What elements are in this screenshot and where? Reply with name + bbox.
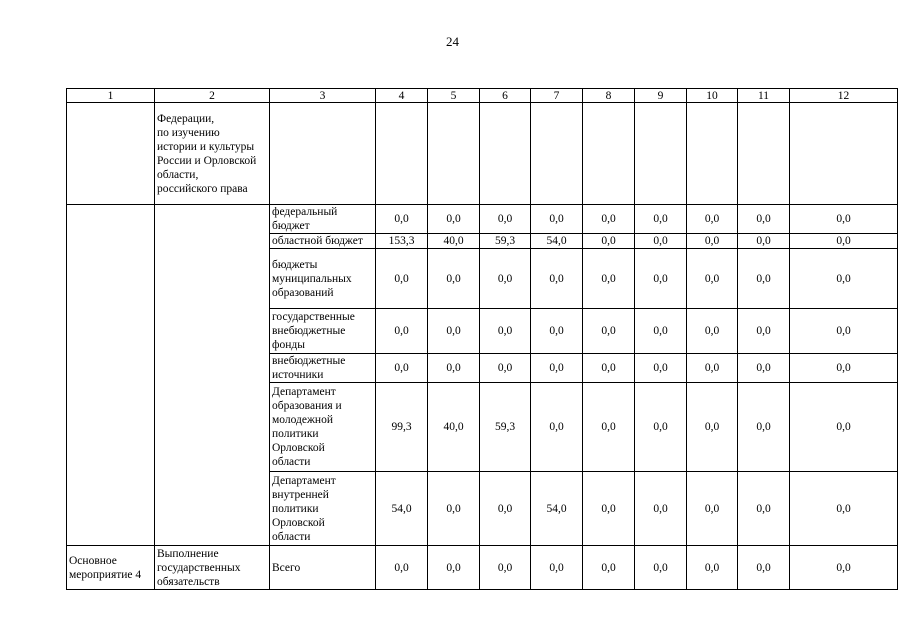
budget-table xyxy=(66,88,898,590)
value-cell: 0,0 xyxy=(635,249,687,309)
text-line: внутренней xyxy=(272,488,329,501)
value-cell: 0,0 xyxy=(428,205,480,234)
value-cell: 0,0 xyxy=(635,383,687,472)
value-cell: 0,0 xyxy=(738,249,790,309)
empty-cell xyxy=(376,103,428,205)
value-cell: 0,0 xyxy=(583,472,635,546)
column-header-2: 2 xyxy=(155,89,270,103)
column-header-11: 11 xyxy=(738,89,790,103)
continuation-row xyxy=(67,103,898,205)
value-cell: 0,0 xyxy=(687,354,738,383)
header-row xyxy=(67,89,898,103)
value-cell: 0,0 xyxy=(790,546,898,590)
value-cell: 99,3 xyxy=(376,383,428,472)
text-line: федеральный xyxy=(272,206,338,218)
funding-source xyxy=(270,234,376,249)
value-cell: 0,0 xyxy=(687,309,738,354)
text-line: источники xyxy=(272,369,324,381)
value-cell: 0,0 xyxy=(376,205,428,234)
value-cell: 0,0 xyxy=(583,309,635,354)
value-cell: 0,0 xyxy=(583,383,635,472)
text-line: внебюджетные xyxy=(272,325,346,337)
value-cell: 0,0 xyxy=(687,472,738,546)
value-cell: 0,0 xyxy=(738,383,790,472)
text-line: Основное xyxy=(69,554,117,567)
value-cell: 0,0 xyxy=(583,249,635,309)
text-line: истории и культуры xyxy=(157,140,255,153)
empty-cell xyxy=(635,103,687,205)
value-cell: 0,0 xyxy=(635,205,687,234)
value-cell: 0,0 xyxy=(790,309,898,354)
funding-source xyxy=(270,354,376,383)
value-cell: 0,0 xyxy=(635,354,687,383)
text-line: мероприятие 4 xyxy=(69,568,142,581)
value-cell: 59,3 xyxy=(480,383,531,472)
text-line: России и Орловской xyxy=(157,154,257,167)
value-cell: 0,0 xyxy=(531,383,583,472)
main-event-label xyxy=(67,546,155,590)
empty-cell xyxy=(480,103,531,205)
value-cell: 0,0 xyxy=(687,383,738,472)
value-cell: 0,0 xyxy=(428,472,480,546)
value-cell: 0,0 xyxy=(480,546,531,590)
value-cell: 0,0 xyxy=(635,234,687,249)
empty-cell xyxy=(790,103,898,205)
empty-cell xyxy=(583,103,635,205)
value-cell: 0,0 xyxy=(635,546,687,590)
empty-cell xyxy=(687,103,738,205)
value-cell: 0,0 xyxy=(738,205,790,234)
text-line: обязательств xyxy=(157,575,220,588)
text-line: фонды xyxy=(272,339,305,351)
value-cell: 0,0 xyxy=(583,546,635,590)
column-header-3: 3 xyxy=(270,89,376,103)
value-cell: 0,0 xyxy=(480,354,531,383)
empty-cell xyxy=(67,205,155,546)
column-header-4: 4 xyxy=(376,89,428,103)
value-cell: 0,0 xyxy=(480,309,531,354)
empty-cell xyxy=(155,205,270,546)
value-cell: 0,0 xyxy=(480,205,531,234)
value-cell: 54,0 xyxy=(376,472,428,546)
text-line: Орловской xyxy=(272,516,325,529)
value-cell: 0,0 xyxy=(687,234,738,249)
value-cell: 0,0 xyxy=(531,205,583,234)
text-line: Выполнение xyxy=(157,547,219,560)
value-cell: 0,0 xyxy=(738,354,790,383)
column-header-8: 8 xyxy=(583,89,635,103)
value-cell: 0,0 xyxy=(635,472,687,546)
text-line: муниципальных xyxy=(272,272,352,285)
value-cell: 0,0 xyxy=(687,546,738,590)
empty-cell xyxy=(738,103,790,205)
event-description-continued xyxy=(155,103,270,205)
text-line: молодежной xyxy=(272,414,333,426)
column-header-7: 7 xyxy=(531,89,583,103)
empty-cell xyxy=(531,103,583,205)
funding-source xyxy=(270,383,376,472)
value-cell: 153,3 xyxy=(376,234,428,249)
value-cell: 0,0 xyxy=(376,309,428,354)
value-cell: 0,0 xyxy=(376,546,428,590)
value-cell: 54,0 xyxy=(531,472,583,546)
value-cell: 0,0 xyxy=(790,249,898,309)
text-line: области xyxy=(272,530,311,543)
text-line: политики xyxy=(272,428,319,440)
text-line: Департамент xyxy=(272,386,336,398)
text-line: внебюджетные xyxy=(272,355,346,367)
column-header-1: 1 xyxy=(67,89,155,103)
value-cell: 0,0 xyxy=(687,249,738,309)
main-event-row xyxy=(67,546,898,590)
text-line: Орловской xyxy=(272,442,325,454)
empty-cell xyxy=(67,103,155,205)
value-cell: 0,0 xyxy=(790,383,898,472)
value-cell: 0,0 xyxy=(428,249,480,309)
value-cell: 0,0 xyxy=(376,249,428,309)
value-cell: 0,0 xyxy=(687,205,738,234)
page-number: 24 xyxy=(446,34,459,49)
value-cell: 0,0 xyxy=(635,309,687,354)
column-header-6: 6 xyxy=(480,89,531,103)
column-header-10: 10 xyxy=(687,89,738,103)
value-cell: 0,0 xyxy=(790,234,898,249)
column-header-5: 5 xyxy=(428,89,480,103)
empty-cell xyxy=(270,103,376,205)
funding-source xyxy=(270,249,376,309)
value-cell: 0,0 xyxy=(583,205,635,234)
value-cell: 40,0 xyxy=(428,234,480,249)
value-cell: 0,0 xyxy=(790,205,898,234)
text-line: Всего xyxy=(272,561,301,574)
value-cell: 0,0 xyxy=(428,354,480,383)
value-cell: 0,0 xyxy=(480,472,531,546)
empty-cell xyxy=(428,103,480,205)
text-line: Федерации, xyxy=(157,112,215,125)
text-line: российского права xyxy=(157,182,248,195)
text-line: государственных xyxy=(157,561,241,574)
value-cell: 59,3 xyxy=(480,234,531,249)
value-cell: 0,0 xyxy=(480,249,531,309)
text-line: образований xyxy=(272,286,334,299)
text-line: государственные xyxy=(272,311,355,323)
text-line: образования и xyxy=(272,400,342,412)
value-cell: 0,0 xyxy=(531,546,583,590)
value-cell: 0,0 xyxy=(738,309,790,354)
text-line: бюджеты xyxy=(272,258,318,271)
value-cell: 40,0 xyxy=(428,383,480,472)
value-cell: 0,0 xyxy=(531,354,583,383)
value-cell: 0,0 xyxy=(583,234,635,249)
value-cell: 0,0 xyxy=(376,354,428,383)
funding-source xyxy=(270,309,376,354)
text-line: области, xyxy=(157,168,199,181)
value-cell: 0,0 xyxy=(738,472,790,546)
text-line: бюджет xyxy=(272,220,310,232)
main-event-description xyxy=(155,546,270,590)
funding-source xyxy=(270,472,376,546)
value-cell: 0,0 xyxy=(738,546,790,590)
value-cell: 0,0 xyxy=(531,249,583,309)
text-line: по изучению xyxy=(157,126,220,139)
funding-source xyxy=(270,546,376,590)
funding-row xyxy=(67,205,898,234)
value-cell: 0,0 xyxy=(531,309,583,354)
value-cell: 0,0 xyxy=(428,309,480,354)
value-cell: 0,0 xyxy=(790,472,898,546)
text-line: областной бюджет xyxy=(272,235,363,247)
value-cell: 0,0 xyxy=(428,546,480,590)
value-cell: 0,0 xyxy=(738,234,790,249)
column-header-12: 12 xyxy=(790,89,898,103)
value-cell: 54,0 xyxy=(531,234,583,249)
text-line: политики xyxy=(272,502,319,515)
value-cell: 0,0 xyxy=(583,354,635,383)
funding-source xyxy=(270,205,376,234)
text-line: Департамент xyxy=(272,474,336,487)
column-header-9: 9 xyxy=(635,89,687,103)
value-cell: 0,0 xyxy=(790,354,898,383)
text-line: области xyxy=(272,456,311,468)
